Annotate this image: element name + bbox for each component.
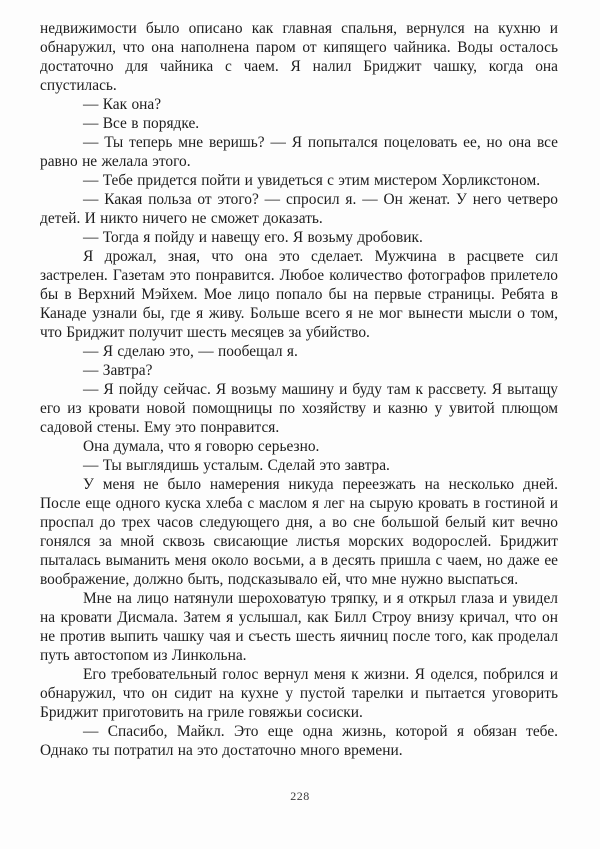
paragraph-dialogue: — Завтра? — [83, 362, 153, 379]
paragraph-dialogue: — Я пойду сейчас. Я возьму машину и буду там к рассвету. Я вытащу его из кровати новой помощницы по хозяйству и казню у увитой плющом садовой стены. Ему это понравится. — [40, 381, 558, 436]
page-number: 228 — [290, 789, 310, 803]
paragraph: недвижимости было описано как главная спальня, вернулся на кухню и обнаружил, что она наполнена паром от кипящего чайника. Воды осталось достаточно для чайника с чаем. Я налил Бриджит чашку, когда она спустилась. — [40, 20, 558, 94]
paragraph-dialogue: — Ты теперь мне веришь? — Я попытался поцеловать ее, но она все равно не желала этого. — [40, 134, 558, 170]
paragraph-dialogue: — Ты выглядишь усталым. Сделай это завтра. — [83, 457, 390, 474]
paragraph: Я дрожал, зная, что она это сделает. Мужчина в расцвете сил застрелен. Газетам это понравится. Любое количество фотографов прилетело бы в Верхний Мэйхем. Мое лицо попало бы на первые страницы. Ребята в Канаде узнали бы, где я живу. Больше всего я не мог вынести мысли о том, что Бриджит получит шесть месяцев за убийство. — [40, 248, 558, 341]
paragraph: Его требовательный голос вернул меня к жизни. Я оделся, побрился и обнаружил, что он сидит на кухне у пустой тарелки и пытается уговорить Бриджит приготовить на гриле говяжьи сосиски. — [40, 666, 558, 721]
paragraph-dialogue: — Все в порядке. — [83, 115, 200, 132]
paragraph-dialogue: — Тебе придется пойти и увидеться с этим мистером Хорликстоном. — [83, 172, 541, 189]
paragraph-dialogue: — Как она? — [83, 96, 162, 113]
paragraph: У меня не было намерения никуда переезжать на несколько дней. После еще одного куска хлеба с маслом я лег на сырую кровать в гостиной и проспал до трех часов следующего дня, а во сне большой белый кит вечно гонялся за мной сквозь свисающие листья морских водорослей. Бриджит пыталась выманить меня около восьми, а в десять пришла с чаем, но даже ее воображение, должно быть, подсказывало ей, что мне нужно выспаться. — [40, 476, 558, 588]
paragraph-dialogue: — Какая польза от этого? — спросил я. — Он женат. У него четверо детей. И никто ничего не сможет доказать. — [40, 191, 558, 227]
page-text — [40, 19, 558, 760]
paragraph: Мне на лицо натянули шероховатую тряпку, и я открыл глаза и увидел на кровати Дисмала. Затем я услышал, как Билл Строу внизу кричал, что он не против выпить чашку чая и съесть шесть яичниц после того, как проделал путь автостопом из Линкольна. — [40, 590, 558, 664]
paragraph-dialogue: — Тогда я пойду и навещу его. Я возьму дробовик. — [83, 229, 423, 246]
paragraph-dialogue: — Я сделаю это, — пообещал я. — [83, 343, 298, 360]
paragraph-dialogue: — Спасибо, Майкл. Это еще одна жизнь, которой я обязан тебе. Однако ты потратил на это достаточно много времени. — [40, 723, 558, 759]
paragraph: Она думала, что я говорю серьезно. — [83, 438, 320, 455]
